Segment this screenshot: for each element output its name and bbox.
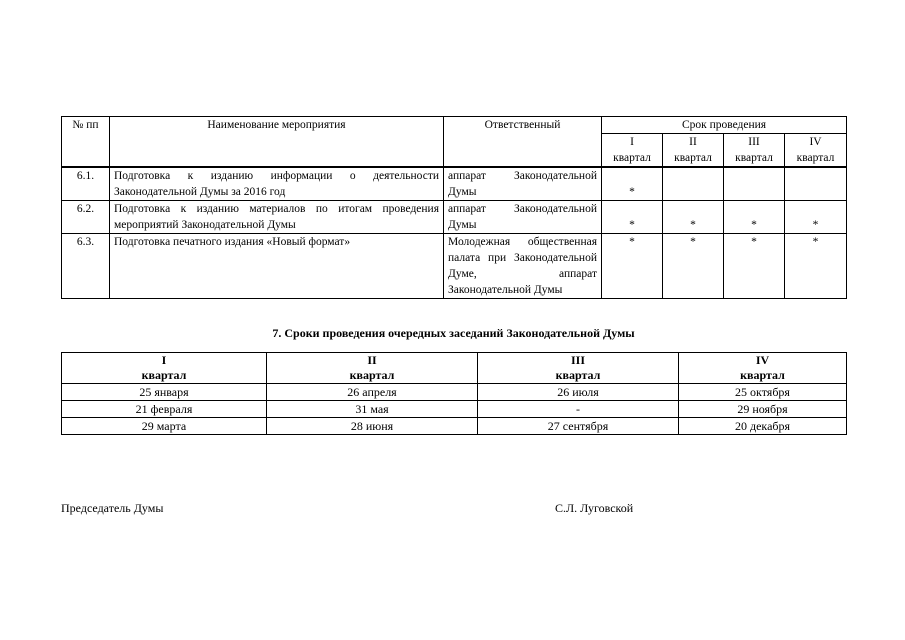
header-quarter-1 [602,134,663,168]
row-mark-q2 [663,167,724,201]
session-date: 20 декабря [679,418,847,435]
session-date: 25 января [62,384,267,401]
row-event-name: Подготовка к изданию материалов по итогам проведения мероприятий Законодательной Думы [110,201,444,234]
session-date: 27 сентября [478,418,679,435]
session-date: 21 февраля [62,401,267,418]
row-num: 6.1. [62,167,110,201]
signature-role: Председатель Думы [61,501,164,515]
table-row [62,384,847,401]
session-date: 31 мая [267,401,478,418]
row-mark-q1: * [602,201,663,234]
row-mark-q3 [724,167,785,201]
row-event-name: Подготовка печатного издания «Новый формат» [110,234,444,299]
row-num: 6.3. [62,234,110,299]
quarter-word: квартал [141,368,187,382]
quarter-roman: IV [755,353,770,367]
section-title: 7. Сроки проведения очередных заседаний Законодательной Думы [272,326,635,340]
session-date: 29 ноября [679,401,847,418]
table-row [62,167,847,201]
session-date: 29 марта [62,418,267,435]
row-mark-q3: * [724,201,785,234]
events-plan-table [61,116,847,299]
sessions-header-q1 [62,353,267,384]
quarter-word: квартал [796,152,835,164]
row-responsible: аппарат Законодательной Думы [444,167,602,201]
quarter-word: квартал [735,152,773,164]
quarter-word: квартал [674,152,712,164]
session-date: 26 июля [478,384,679,401]
row-num: 6.2. [62,201,110,234]
quarter-roman: I [630,136,634,148]
row-mark-q2: * [663,201,724,234]
header-name: Наименование мероприятия [110,117,444,168]
header-responsible: Ответственный [444,117,602,168]
row-mark-q1: * [602,167,663,201]
quarter-word: квартал [555,368,601,382]
sessions-header-q3 [478,353,679,384]
sessions-header-q4 [679,353,847,384]
session-date: 26 апреля [267,384,478,401]
table-row [62,418,847,435]
header-num [62,117,110,168]
header-num-label: № пп [72,119,99,131]
row-mark-q1: * [602,234,663,299]
table-row [62,201,847,234]
row-mark-q3: * [724,234,785,299]
sessions-schedule-table [61,352,847,435]
row-responsible: Молодежная общественная палата при Законодательной Думе, аппарат Законодательной Думы [444,234,602,299]
table-row [62,401,847,418]
signature-name: С.Л. Луговской [555,501,634,515]
quarter-word: квартал [349,368,395,382]
table-row [62,234,847,299]
quarter-roman: III [570,353,585,367]
quarter-roman: II [367,353,377,367]
header-quarter-4 [785,134,847,168]
table-header-row [62,353,847,384]
quarter-word: квартал [613,152,651,164]
row-mark-q2: * [663,234,724,299]
quarter-roman: I [161,353,167,367]
session-date: 25 октября [679,384,847,401]
table-header-row [62,117,847,134]
row-responsible: аппарат Законодательной Думы [444,201,602,234]
session-date: 28 июня [267,418,478,435]
row-event-name: Подготовка к изданию информации о деятельности Законодательной Думы за 2016 год [110,167,444,201]
quarter-roman: IV [809,136,822,148]
row-mark-q4 [785,167,847,201]
header-period: Срок проведения [602,117,847,134]
header-quarter-2 [663,134,724,168]
row-mark-q4: * [785,201,847,234]
quarter-roman: III [748,136,760,148]
quarter-word: квартал [740,368,785,382]
session-date: - [478,401,679,418]
header-quarter-3 [724,134,785,168]
sessions-header-q2 [267,353,478,384]
quarter-roman: II [689,136,697,148]
row-mark-q4: * [785,234,847,299]
